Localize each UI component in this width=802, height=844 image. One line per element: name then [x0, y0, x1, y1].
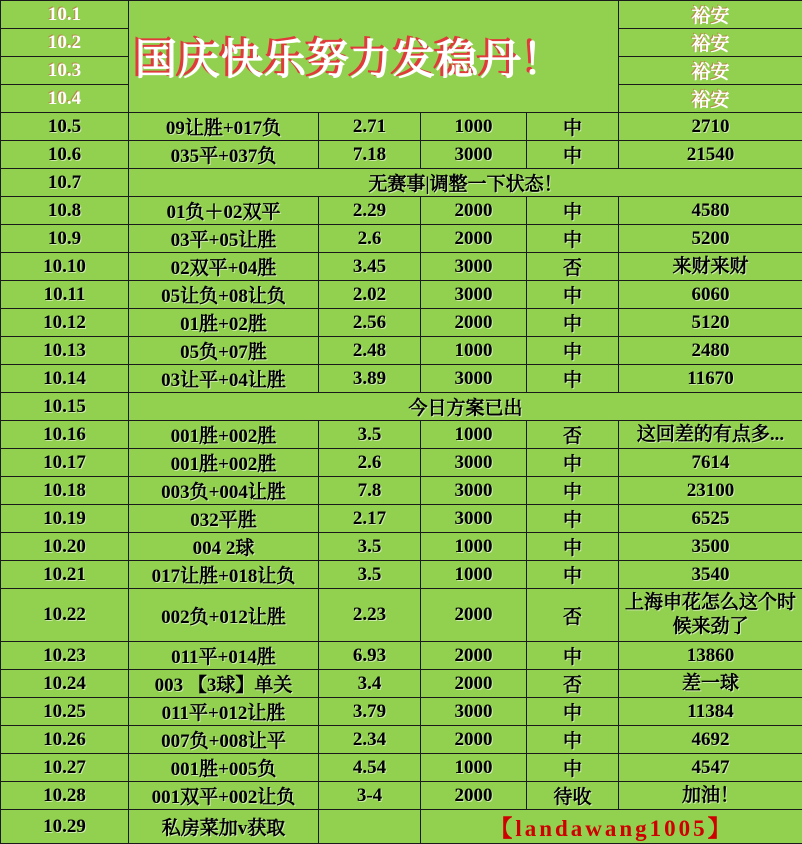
cell-stake: 3000	[421, 365, 527, 393]
cell-result: 中	[527, 533, 619, 561]
cell-stake: 1000	[421, 533, 527, 561]
table-row	[1, 533, 802, 561]
cell-note: 上海申花怎么这个时候来劲了	[619, 589, 802, 642]
cell-note: 4692	[619, 726, 802, 754]
cell-result: 中	[527, 309, 619, 337]
cell-note: 差一球	[619, 670, 802, 698]
cell-odds: 7.8	[319, 477, 421, 505]
table-row	[1, 253, 802, 281]
cell-scheme: 03让平+04让胜	[129, 365, 319, 393]
table-row	[1, 141, 802, 169]
cell-odds: 2.71	[319, 113, 421, 141]
cell-scheme: 007负+008让平	[129, 726, 319, 754]
cell-odds: 2.48	[319, 337, 421, 365]
cell-result: 中	[527, 281, 619, 309]
cell-note: 6525	[619, 505, 802, 533]
cell-date: 10.28	[1, 782, 129, 810]
table-row	[1, 169, 802, 197]
cell-stake: 2000	[421, 309, 527, 337]
table-row	[1, 698, 802, 726]
cell-note: 4580	[619, 197, 802, 225]
table-row	[1, 421, 802, 449]
table-row	[1, 754, 802, 782]
cell-date: 10.29	[1, 810, 129, 844]
cell-date: 10.19	[1, 505, 129, 533]
cell-note: 5120	[619, 309, 802, 337]
cell-odds: 4.54	[319, 754, 421, 782]
table-row	[1, 726, 802, 754]
cell-stake: 2000	[421, 225, 527, 253]
table-row	[1, 1, 802, 29]
table-row	[1, 197, 802, 225]
cell-date: 10.17	[1, 449, 129, 477]
cell-date: 10.9	[1, 225, 129, 253]
table-row	[1, 561, 802, 589]
cell-note: 11670	[619, 365, 802, 393]
table-row	[1, 309, 802, 337]
cell-date: 10.15	[1, 393, 129, 421]
cell-result: 中	[527, 225, 619, 253]
cell-scheme: 002负+012让胜	[129, 589, 319, 642]
cell-date: 10.7	[1, 169, 129, 197]
cell-date: 10.25	[1, 698, 129, 726]
cell-result: 中	[527, 561, 619, 589]
cell-note: 21540	[619, 141, 802, 169]
cell-date: 10.16	[1, 421, 129, 449]
cell-result: 中	[527, 337, 619, 365]
table-row	[1, 477, 802, 505]
cell-date: 10.23	[1, 642, 129, 670]
table-row	[1, 449, 802, 477]
cell-scheme: 001胜+002胜	[129, 449, 319, 477]
cell-scheme: 001双平+002让负	[129, 782, 319, 810]
table-row	[1, 670, 802, 698]
cell-result: 中	[527, 505, 619, 533]
cell-date: 10.2	[1, 29, 129, 57]
cell-note: 3500	[619, 533, 802, 561]
table-row	[1, 642, 802, 670]
cell-stake: 2000	[421, 782, 527, 810]
cell-stake: 2000	[421, 670, 527, 698]
cell-stake: 3000	[421, 505, 527, 533]
cell-date: 10.18	[1, 477, 129, 505]
cell-result: 中	[527, 141, 619, 169]
cell-note: 5200	[619, 225, 802, 253]
cell-note: 加油！	[619, 782, 802, 810]
cell-stake: 3000	[421, 477, 527, 505]
cell-odds: 3.79	[319, 698, 421, 726]
banner-text: 国庆快乐努力发稳丹！	[129, 1, 619, 113]
cell-scheme: 02双平+04胜	[129, 253, 319, 281]
cell-odds: 3.4	[319, 670, 421, 698]
table-row	[1, 337, 802, 365]
cell-odds: 2.29	[319, 197, 421, 225]
cell-stake: 2000	[421, 642, 527, 670]
cell-date: 10.4	[1, 85, 129, 113]
cell-scheme: 035平+037负	[129, 141, 319, 169]
cell-date: 10.11	[1, 281, 129, 309]
cell-note: 4547	[619, 754, 802, 782]
cell-date: 10.13	[1, 337, 129, 365]
cell-odds: 3.5	[319, 533, 421, 561]
cell-stake: 1000	[421, 113, 527, 141]
cell-date: 10.20	[1, 533, 129, 561]
table-row	[1, 281, 802, 309]
cell-note: 裕安	[619, 57, 802, 85]
table-body	[1, 1, 802, 844]
cell-result: 否	[527, 589, 619, 642]
cell-stake: 3000	[421, 141, 527, 169]
cell-result: 中	[527, 726, 619, 754]
cell-note: 这回差的有点多...	[619, 421, 802, 449]
cell-result: 中	[527, 477, 619, 505]
table-row	[1, 393, 802, 421]
cell-result: 中	[527, 449, 619, 477]
cell-stake: 3000	[421, 698, 527, 726]
cell-note: 2710	[619, 113, 802, 141]
cell-date: 10.24	[1, 670, 129, 698]
cell-scheme: 011平+014胜	[129, 642, 319, 670]
cell-stake: 2000	[421, 589, 527, 642]
cell-result: 否	[527, 253, 619, 281]
table-row	[1, 113, 802, 141]
cell-scheme: 003 【3球】单关	[129, 670, 319, 698]
cell-odds: 3.45	[319, 253, 421, 281]
cell-scheme: 03平+05让胜	[129, 225, 319, 253]
cell-result: 否	[527, 421, 619, 449]
cell-odds: 3.89	[319, 365, 421, 393]
cell-result: 中	[527, 365, 619, 393]
cell-stake: 2000	[421, 726, 527, 754]
cell-note: 7614	[619, 449, 802, 477]
cell-odds: 2.02	[319, 281, 421, 309]
footer-contact: 【landawang1005】	[421, 810, 802, 844]
cell-odds: 2.23	[319, 589, 421, 642]
cell-odds: 2.17	[319, 505, 421, 533]
table-row	[1, 589, 802, 642]
cell-scheme: 003负+004让胜	[129, 477, 319, 505]
cell-scheme: 001胜+002胜	[129, 421, 319, 449]
cell-date: 10.22	[1, 589, 129, 642]
cell-result: 中	[527, 642, 619, 670]
cell-date: 10.5	[1, 113, 129, 141]
cell-scheme: 004 2球	[129, 533, 319, 561]
cell-stake: 3000	[421, 281, 527, 309]
cell-date: 10.21	[1, 561, 129, 589]
cell-date: 10.1	[1, 1, 129, 29]
cell-note: 23100	[619, 477, 802, 505]
cell-odds: 6.93	[319, 642, 421, 670]
cell-note: 3540	[619, 561, 802, 589]
cell-scheme: 私房菜加v获取	[129, 810, 319, 844]
cell-note: 13860	[619, 642, 802, 670]
cell-note: 裕安	[619, 29, 802, 57]
cell-note: 裕安	[619, 85, 802, 113]
cell-stake: 1000	[421, 754, 527, 782]
cell-stake: 3000	[421, 449, 527, 477]
cell-stake: 1000	[421, 337, 527, 365]
cell-result: 中	[527, 197, 619, 225]
cell-scheme: 011平+012让胜	[129, 698, 319, 726]
table-row	[1, 782, 802, 810]
cell-date: 10.14	[1, 365, 129, 393]
cell-note: 裕安	[619, 1, 802, 29]
table-row	[1, 365, 802, 393]
cell-result: 待收	[527, 782, 619, 810]
cell-odds	[319, 810, 421, 844]
cell-odds: 3.5	[319, 421, 421, 449]
cell-stake: 1000	[421, 561, 527, 589]
cell-result: 中	[527, 113, 619, 141]
cell-scheme: 01负＋02双平	[129, 197, 319, 225]
cell-odds: 2.6	[319, 225, 421, 253]
cell-date: 10.27	[1, 754, 129, 782]
cell-odds: 3.5	[319, 561, 421, 589]
cell-scheme: 017让胜+018让负	[129, 561, 319, 589]
cell-date: 10.12	[1, 309, 129, 337]
cell-stake: 3000	[421, 253, 527, 281]
cell-stake: 2000	[421, 197, 527, 225]
cell-note: 2480	[619, 337, 802, 365]
cell-odds: 2.56	[319, 309, 421, 337]
cell-date: 10.10	[1, 253, 129, 281]
cell-scheme: 05让负+08让负	[129, 281, 319, 309]
cell-date: 10.8	[1, 197, 129, 225]
cell-odds: 2.34	[319, 726, 421, 754]
cell-date: 10.6	[1, 141, 129, 169]
table-row	[1, 505, 802, 533]
cell-date: 10.3	[1, 57, 129, 85]
cell-note: 来财来财	[619, 253, 802, 281]
cell-date: 10.26	[1, 726, 129, 754]
cell-message: 无赛事|调整一下状态！	[129, 169, 802, 197]
cell-scheme: 01胜+02胜	[129, 309, 319, 337]
cell-odds: 3-4	[319, 782, 421, 810]
cell-result: 中	[527, 698, 619, 726]
cell-scheme: 032平胜	[129, 505, 319, 533]
table-row	[1, 810, 802, 844]
cell-message: 今日方案已出	[129, 393, 802, 421]
cell-scheme: 001胜+005负	[129, 754, 319, 782]
cell-odds: 2.6	[319, 449, 421, 477]
cell-result: 中	[527, 754, 619, 782]
cell-scheme: 05负+07胜	[129, 337, 319, 365]
cell-note: 6060	[619, 281, 802, 309]
cell-scheme: 09让胜+017负	[129, 113, 319, 141]
cell-result: 否	[527, 670, 619, 698]
cell-note: 11384	[619, 698, 802, 726]
cell-stake: 1000	[421, 421, 527, 449]
table-row	[1, 225, 802, 253]
cell-odds: 7.18	[319, 141, 421, 169]
